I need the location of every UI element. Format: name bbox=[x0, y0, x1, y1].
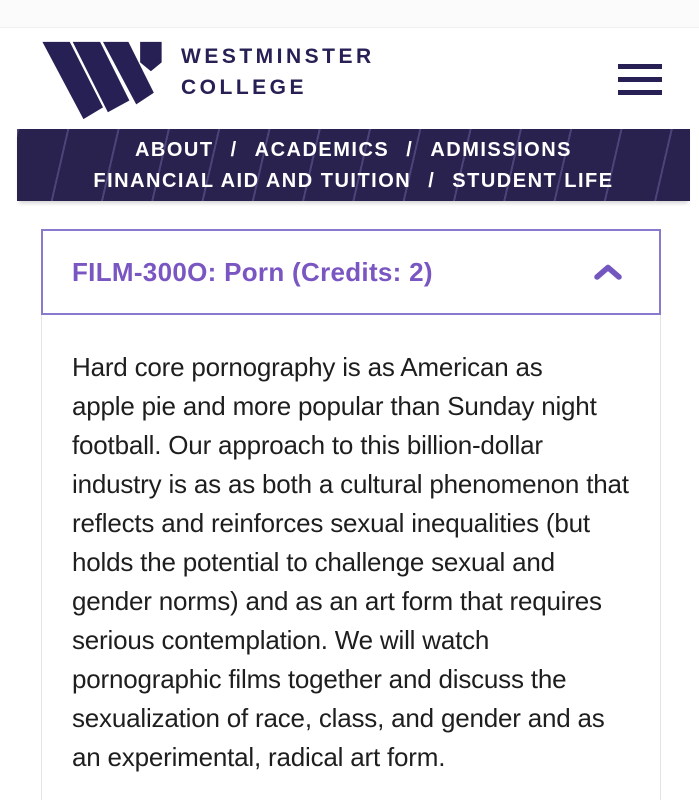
description-line: serious contemplation. We will watch bbox=[72, 625, 490, 655]
course-accordion-toggle[interactable] bbox=[41, 229, 661, 315]
nav-link-admissions[interactable]: ADMISSIONS bbox=[430, 138, 573, 161]
description-line: holds the potential to challenge sexual and bbox=[72, 547, 555, 577]
hamburger-bar bbox=[618, 64, 662, 69]
nav-row-2 bbox=[93, 168, 613, 194]
top-strip bbox=[0, 0, 699, 28]
course-description bbox=[41, 315, 661, 800]
description-line: apple pie and more popular than Sunday night bbox=[72, 391, 597, 421]
brand-name-line2: COLLEGE bbox=[181, 76, 308, 99]
course-card bbox=[41, 229, 661, 800]
description-line: reflects and reinforces sexual inequalities (but bbox=[72, 508, 590, 538]
hamburger-bar bbox=[618, 77, 662, 82]
site-header bbox=[0, 28, 699, 129]
description-line: an experimental, radical art form. bbox=[72, 742, 446, 772]
description-line: gender norms) and as an art form that requires bbox=[72, 586, 602, 616]
nav-link-student-life[interactable]: STUDENT LIFE bbox=[452, 169, 614, 192]
nav-separator: / bbox=[428, 169, 436, 192]
chevron-up-icon bbox=[593, 264, 623, 281]
hamburger-menu-button[interactable] bbox=[618, 64, 662, 95]
nav-separator: / bbox=[230, 138, 238, 161]
brand-name-line1: WESTMINSTER bbox=[181, 45, 375, 68]
nav-separator: / bbox=[406, 138, 414, 161]
description-line: sexualization of race, class, and gender and as bbox=[72, 703, 605, 733]
description-line: industry is as as both a cultural phenomenon that bbox=[72, 469, 629, 499]
hamburger-bar bbox=[618, 90, 662, 95]
course-title: FILM-300O: Porn (Credits: 2) bbox=[72, 256, 433, 287]
westminster-w-logo-icon bbox=[42, 37, 164, 123]
nav-row-1 bbox=[135, 137, 572, 163]
nav-link-academics[interactable]: ACADEMICS bbox=[254, 138, 390, 161]
main-nav bbox=[17, 129, 690, 201]
wordmark bbox=[181, 37, 375, 103]
description-line: pornographic films together and discuss the bbox=[72, 664, 567, 694]
brand-home-link[interactable] bbox=[42, 37, 375, 123]
description-line: football. Our approach to this billion-dollar bbox=[72, 430, 543, 460]
nav-link-financial-aid-and-tuition[interactable]: FINANCIAL AID AND TUITION bbox=[93, 169, 412, 192]
description-line: Hard core pornography is as American as bbox=[72, 352, 543, 382]
nav-link-about[interactable]: ABOUT bbox=[134, 138, 214, 161]
